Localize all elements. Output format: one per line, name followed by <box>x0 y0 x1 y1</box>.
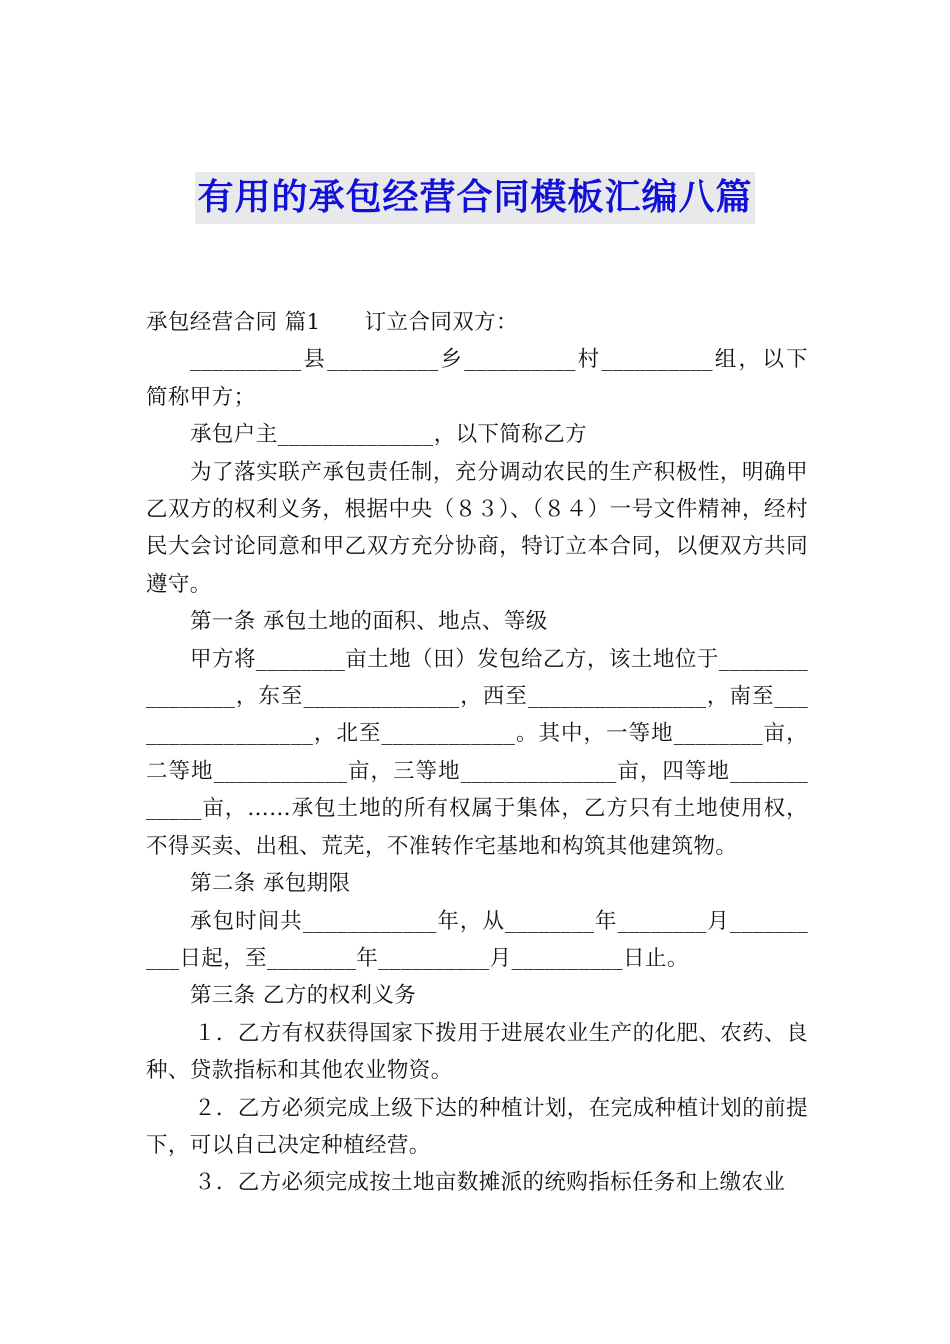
article-2-body: 承包时间共____________年，从________年________月__________日起，至________年__________月__________日止。 <box>146 908 808 971</box>
document-body <box>146 304 808 1202</box>
article-2-heading: 第二条 承包期限 <box>190 871 351 897</box>
article-3-item-2: ２．乙方必须完成上级下达的种植计划，在完成种植计划的前提下，可以自己决定种植经营。 <box>146 1095 808 1158</box>
party-a-paragraph: __________县__________乡__________村__________组，以下简称甲方； <box>146 347 808 410</box>
article-1-body: 甲方将________亩土地（田）发包给乙方，该土地位于________________，东至______________，西至________________，南至__________________，北至____________。其中，一等地________亩，二等地____________亩，三等地______________亩，四等地____________亩，……承包土地的所有权属于集体，乙方只有土地使用权，不得买卖、出租、荒芜，不准转作宅基地和构筑其他建筑物。 <box>146 646 808 859</box>
title-container <box>0 172 950 224</box>
article-3-item-1: １．乙方有权获得国家下拨用于进展农业生产的化肥、农药、良种、贷款指标和其他农业物资。 <box>146 1020 808 1084</box>
article-3-heading: 第三条 乙方的权利义务 <box>190 983 417 1009</box>
contract-heading: 承包经营合同 篇1 <box>146 310 321 335</box>
document-title: 有用的承包经营合同模板汇编八篇 <box>195 172 754 224</box>
intro-line <box>146 304 808 341</box>
article-3-item-3: ３．乙方必须完成按土地亩数摊派的统购指标任务和上缴农业 <box>194 1170 786 1196</box>
article-1-heading: 第一条 承包土地的面积、地点、等级 <box>190 609 548 635</box>
party-b-paragraph: 承包户主______________，以下简称乙方 <box>190 422 588 448</box>
contract-parties-label: 订立合同双方： <box>364 310 518 335</box>
preamble-paragraph: 为了落实联产承包责任制，充分调动农民的生产积极性，明确甲乙双方的权利义务，根据中央（８３）、（８４）一号文件精神，经村民大会讨论同意和甲乙双方充分协商，特订立本合同，以便双方共同遵守。 <box>146 459 808 597</box>
